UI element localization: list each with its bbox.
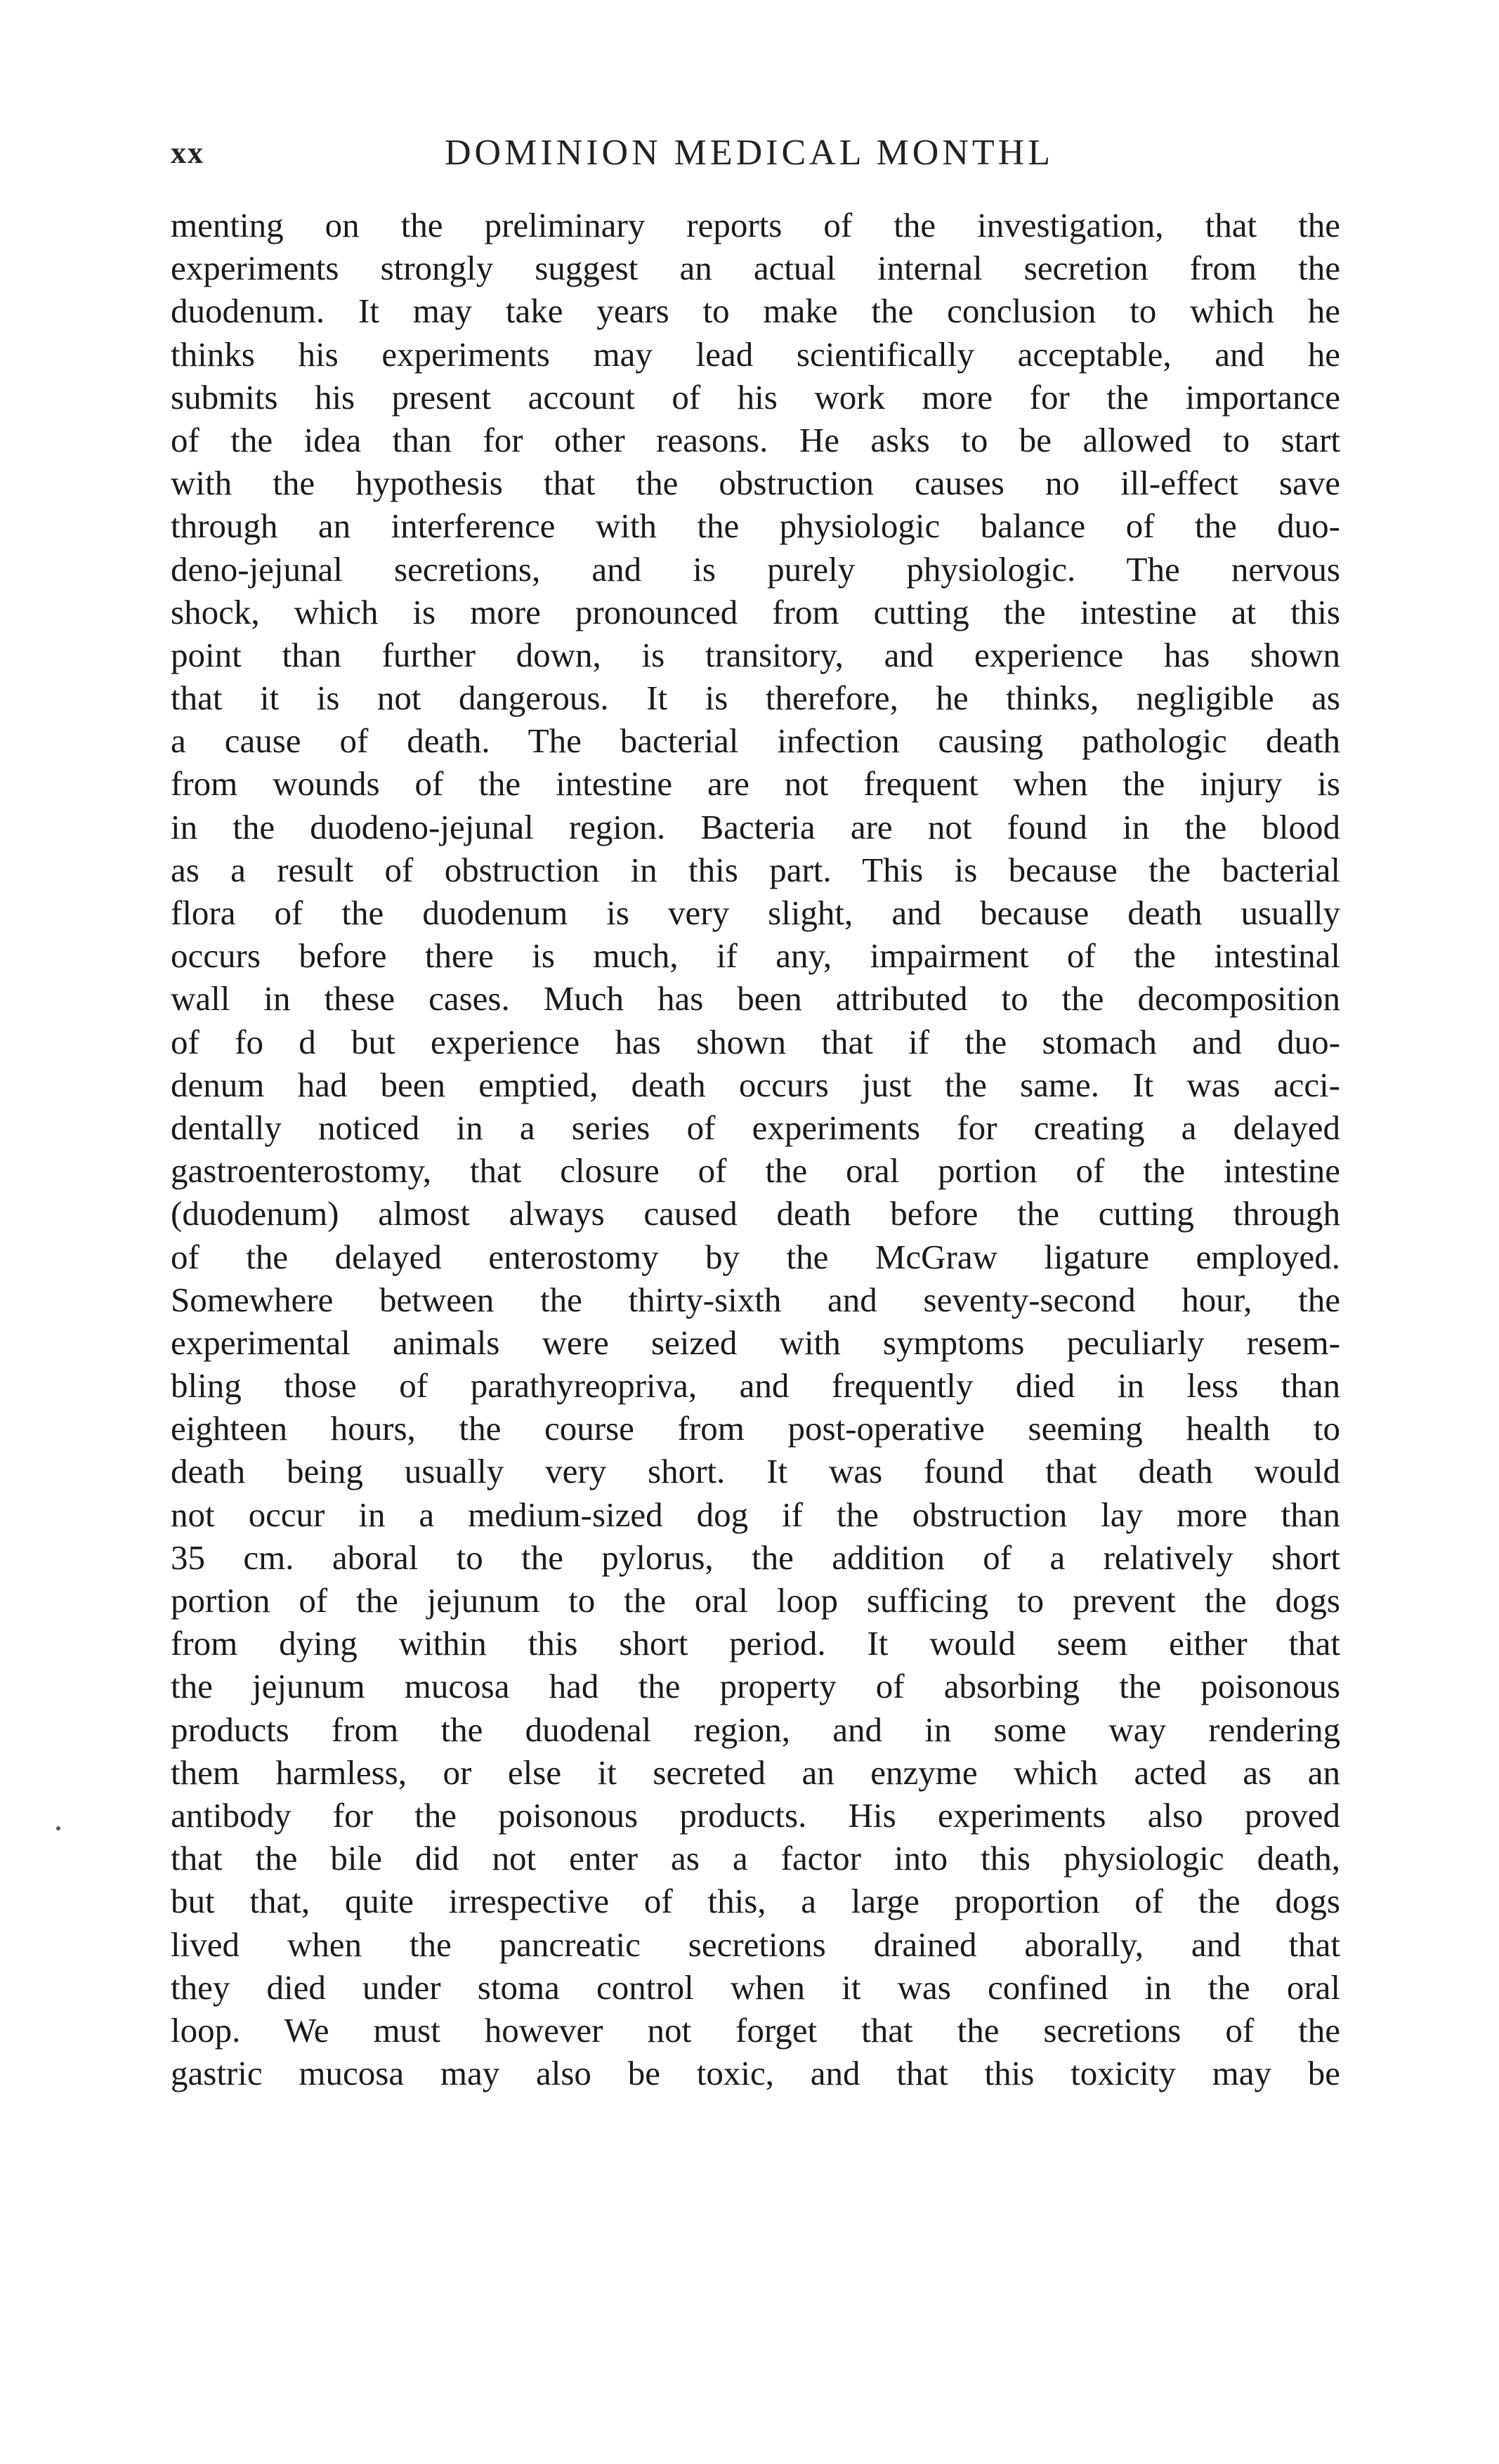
- text-line: dentally noticed in a series of experiments for creating a delayed: [171, 1108, 1340, 1147]
- text-line: shock, which is more pronounced from cutting the intestine at this: [171, 592, 1340, 631]
- page-header: [171, 135, 1337, 184]
- text-line: deno-jejunal secretions, and is purely physiologic. The nervous: [171, 549, 1340, 589]
- text-line: (duodenum) almost always caused death before the cutting through: [171, 1194, 1340, 1233]
- text-line: portion of the jejunum to the oral loop sufficing to prevent the dogs: [171, 1581, 1340, 1620]
- text-line: antibody for the poisonous products. His experiments also proved: [171, 1795, 1340, 1835]
- page-number: xx: [171, 136, 204, 170]
- text-line: of the idea than for other reasons. He asks to be allowed to start: [171, 420, 1340, 459]
- text-line: denum had been emptied, death occurs just the same. It was acci-: [171, 1065, 1340, 1104]
- text-line: of fo d but experience has shown that if the stomach and duo-: [171, 1022, 1340, 1061]
- text-line: death being usually very short. It was found that death would: [171, 1452, 1340, 1491]
- text-line: from wounds of the intestine are not frequent when the injury is: [171, 764, 1340, 804]
- text-line: submits his present account of his work more for the importance: [171, 377, 1340, 417]
- text-line: they died under stoma control when it was confined in the oral: [171, 1967, 1340, 2007]
- text-line: duodenum. It may take years to make the conclusion to which he: [171, 291, 1340, 331]
- text-line: bling those of parathyreopriva, and frequently died in less than: [171, 1366, 1340, 1405]
- text-line: experimental animals were seized with symptoms peculiarly resem-: [171, 1323, 1340, 1362]
- text-line: the jejunum mucosa had the property of absorbing the poisonous: [171, 1667, 1340, 1706]
- text-line: loop. We must however not forget that the secretions of the: [171, 2010, 1340, 2050]
- text-line: in the duodeno-jejunal region. Bacteria are not found in the blood: [171, 807, 1340, 846]
- text-line: gastroenterostomy, that closure of the oral portion of the intestine: [171, 1151, 1340, 1191]
- text-line: 35 cm. aboral to the pylorus, the addition of a relatively short: [171, 1538, 1340, 1577]
- text-line: occurs before there is much, if any, impairment of the intestinal: [171, 936, 1340, 976]
- text-line: products from the duodenal region, and in some way rendering: [171, 1710, 1340, 1749]
- text-line: Somewhere between the thirty-sixth and seventy-second hour, the: [171, 1280, 1340, 1319]
- text-line: experiments strongly suggest an actual internal secretion from the: [171, 249, 1340, 288]
- text-line: thinks his experiments may lead scientifically acceptable, and he: [171, 334, 1340, 374]
- text-line: but that, quite irrespective of this, a large proportion of the dogs: [171, 1882, 1340, 1921]
- text-line: gastric mucosa may also be toxic, and that this toxicity may be: [171, 2054, 1340, 2093]
- text-line: them harmless, or else it secreted an enzyme which acted as an: [171, 1752, 1340, 1792]
- scan-speck: [56, 1826, 60, 1830]
- text-line: wall in these cases. Much has been attributed to the decomposition: [171, 979, 1340, 1018]
- running-head: DOMINION MEDICAL MONTHL: [445, 133, 1054, 173]
- text-line: menting on the preliminary reports of the investigation, that the: [171, 206, 1340, 244]
- text-line: as a result of obstruction in this part. This is because the bacterial: [171, 850, 1340, 889]
- text-line: point than further down, is transitory, and experience has shown: [171, 635, 1340, 674]
- text-line: a cause of death. The bacterial infection causing pathologic death: [171, 721, 1340, 761]
- text-line: lived when the pancreatic secretions drained aborally, and that: [171, 1925, 1340, 1964]
- text-line: with the hypothesis that the obstruction causes no ill-effect save: [171, 464, 1340, 503]
- text-line: eighteen hours, the course from post-operative seeming health to: [171, 1409, 1340, 1448]
- text-line: flora of the duodenum is very slight, and because death usually: [171, 893, 1340, 932]
- text-line: that it is not dangerous. It is therefore, he thinks, negligible as: [171, 679, 1340, 718]
- text-line: that the bile did not enter as a factor into this physiologic death,: [171, 1839, 1340, 1878]
- text-line: of the delayed enterostomy by the McGraw ligature employed.: [171, 1237, 1340, 1276]
- text-line: through an interference with the physiologic balance of the duo-: [171, 506, 1340, 546]
- body-text: [171, 204, 1340, 2095]
- text-line: from dying within this short period. It would seem either that: [171, 1624, 1340, 1663]
- text-line: not occur in a medium-sized dog if the obstruction lay more than: [171, 1495, 1340, 1534]
